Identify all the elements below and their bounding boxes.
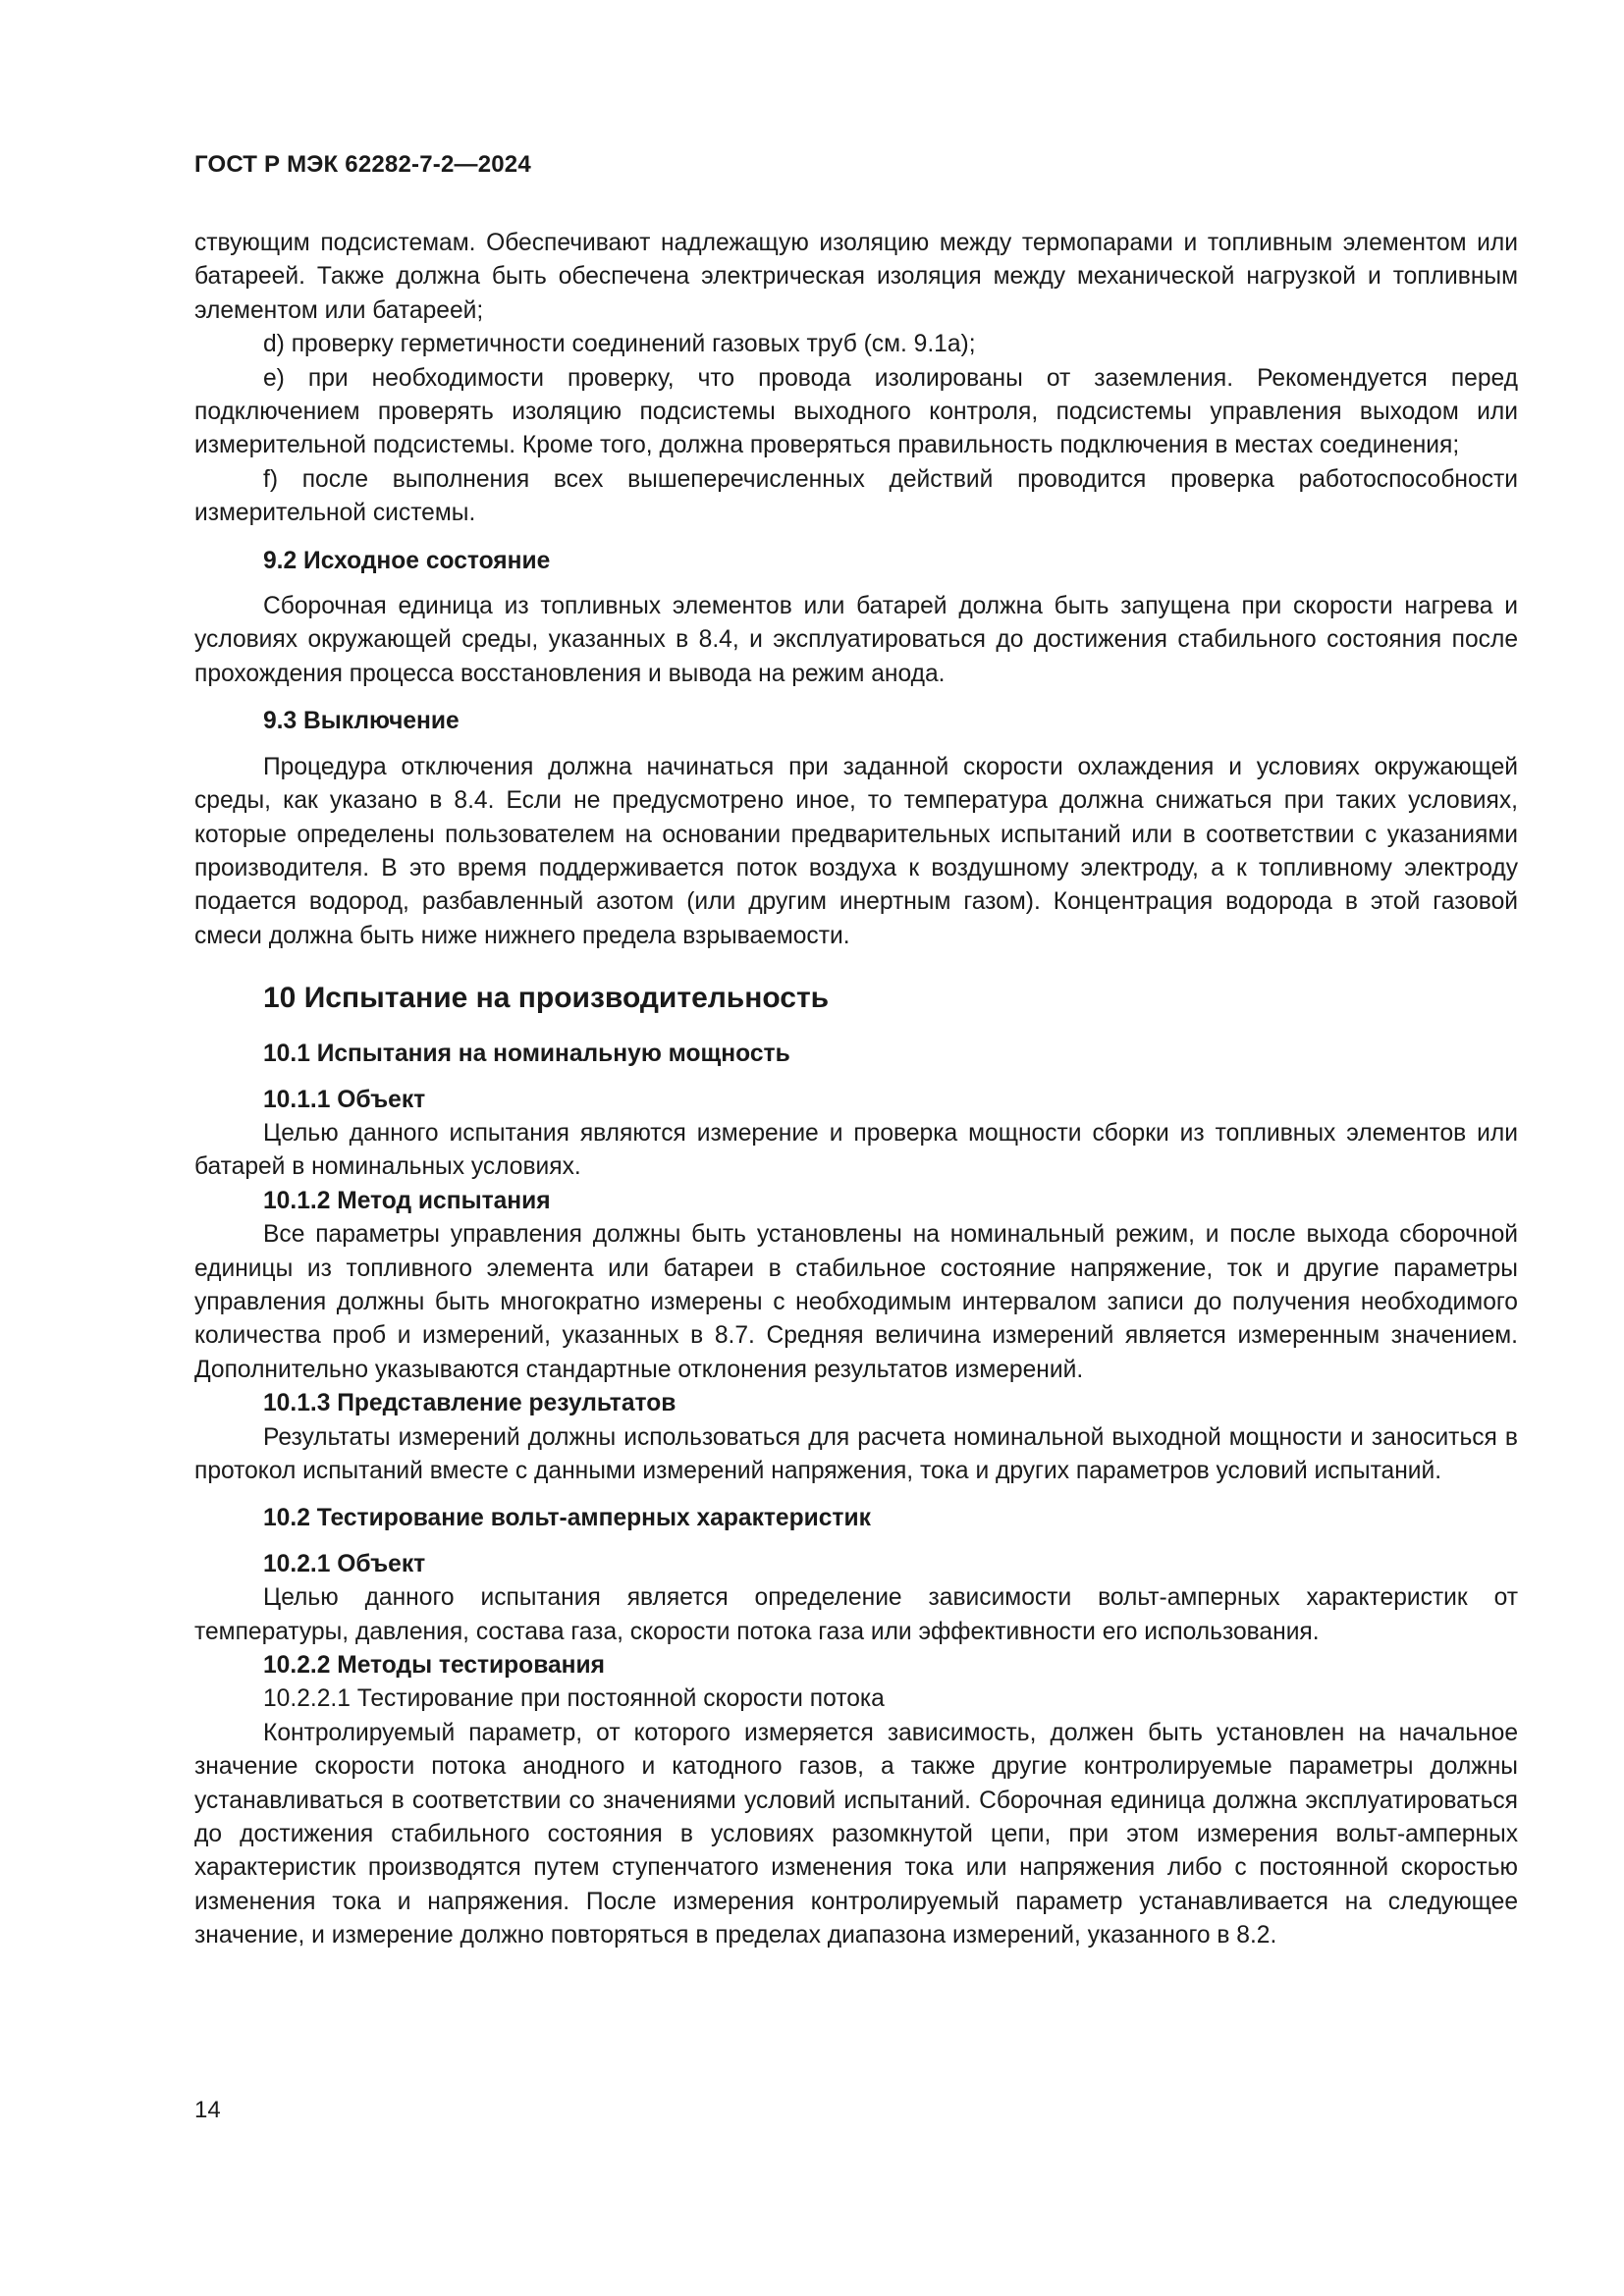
subsection-heading-10-2-1: 10.2.1 Объект (263, 1550, 426, 1577)
paragraph: Все параметры управления должны быть установлены на номинальный режим, и после выхода сборочной единицы из топливного элемента или батареи в стабильное состояние напряжение, ток и другие параметры управления должны быть многократно измерены с необходимым интервалом записи до получения необходимого количества проб и измерений, указанных в 8.7. Средняя величина измерений является измеренным значением. Дополнительно указываются стандартные отклонения результатов измерений. (194, 1221, 1518, 1383)
list-item-f: f) после выполнения всех вышеперечисленных действий проводится проверка работоспособности измерительной системы. (194, 465, 1518, 527)
paragraph: Целью данного испытания является определение зависимости вольт-амперных характеристик от температуры, давления, состава газа, скорости потока газа или эффективности его использования. (194, 1584, 1518, 1645)
section-heading-9-2: 9.2 Исходное состояние (263, 547, 551, 574)
paragraph: Сборочная единица из топливных элементов или батарей должна быть запущена при скорости нагрева и условиях окружающей среды, указанных в 8.4, и эксплуатироваться до достижения стабильного состояния после прохождения процесса восстановления и вывода на режим анода. (194, 593, 1518, 687)
chapter-heading-10: 10 Испытание на производительность (263, 982, 830, 1015)
subsection-heading-10-1-1: 10.1.1 Объект (263, 1086, 426, 1113)
section-heading-9-3: 9.3 Выключение (263, 708, 460, 735)
paragraph: Результаты измерений должны использоваться для расчета номинальной выходной мощности и заноситься в протокол испытаний вместе с данными измерений напряжения, тока и других параметров условий испытаний. (194, 1423, 1518, 1484)
subsection-heading-10-1-3: 10.1.3 Представление результатов (263, 1390, 677, 1417)
section-heading-10-2: 10.2 Тестирование вольт-амперных характеристик (263, 1505, 871, 1532)
paragraph: ствующим подсистемам. Обеспечивают надлежащую изоляцию между термопарами и топливным элементом или батареей. Также должна быть обеспечена электрическая изоляция между механической нагрузкой и топливным элементом или батареей; (194, 230, 1518, 324)
paragraph: Контролируемый параметр, от которого измеряется зависимость, должен быть установлен на начальное значение скорости потока анодного и катодного газов, а также другие контролируемые параметры должны устанавливаться в соответствии со значениями условий испытаний. Сборочная единица должна эксплуатироваться до достижения стабильного состояния в условиях разомкнутой цепи, при этом измерения вольт-амперных характеристик производятся путем ступенчатого изменения тока или напряжения либо с постоянной скоростью изменения тока и напряжения. После измерения контролируемый параметр устанавливается на следующее значение, и измерение должно повторяться в пределах диапазона измерений, указанного в 8.2. (194, 1719, 1518, 1949)
clause-heading-10-2-2-1: 10.2.2.1 Тестирование при постоянной скорости потока (263, 1685, 885, 1713)
paragraph: Целью данного испытания являются измерение и проверка мощности сборки из топливных элементов или батарей в номинальных условиях. (194, 1119, 1518, 1181)
page-number: 14 (194, 2097, 221, 2123)
list-item-d: d) проверку герметичности соединений газовых труб (см. 9.1а); (263, 331, 976, 358)
list-item-e: е) при необходимости проверку, что провода изолированы от заземления. Рекомендуется перед подключением проверять изоляцию подсистемы выходного контроля, подсистемы управления выходом или измерительной подсистемы. Кроме того, должна проверяться правильность подключения в местах соединения; (194, 364, 1518, 459)
page-content (194, 227, 1518, 1953)
section-heading-10-1: 10.1 Испытания на номинальную мощность (263, 1041, 790, 1068)
subsection-heading-10-1-2: 10.1.2 Метод испытания (263, 1187, 551, 1214)
subsection-heading-10-2-2: 10.2.2 Методы тестирования (263, 1652, 605, 1680)
standard-header: ГОСТ Р МЭК 62282-7-2—2024 (194, 151, 531, 178)
paragraph: Процедура отключения должна начинаться при заданной скорости охлаждения и условиях окружающей среды, как указано в 8.4. Если не предусмотрено иное, то температура должна снижаться при таких условиях, которые определены пользователем на основании предварительных испытаний или в соответствии с указаниями производителя. В это время поддерживается поток воздуха к воздушному электроду, а к топливному электроду подается водород, разбавленный азотом (или другим инертным газом). Концентрация водорода в этой газовой смеси должна быть ниже нижнего предела взрываемости. (194, 753, 1518, 949)
